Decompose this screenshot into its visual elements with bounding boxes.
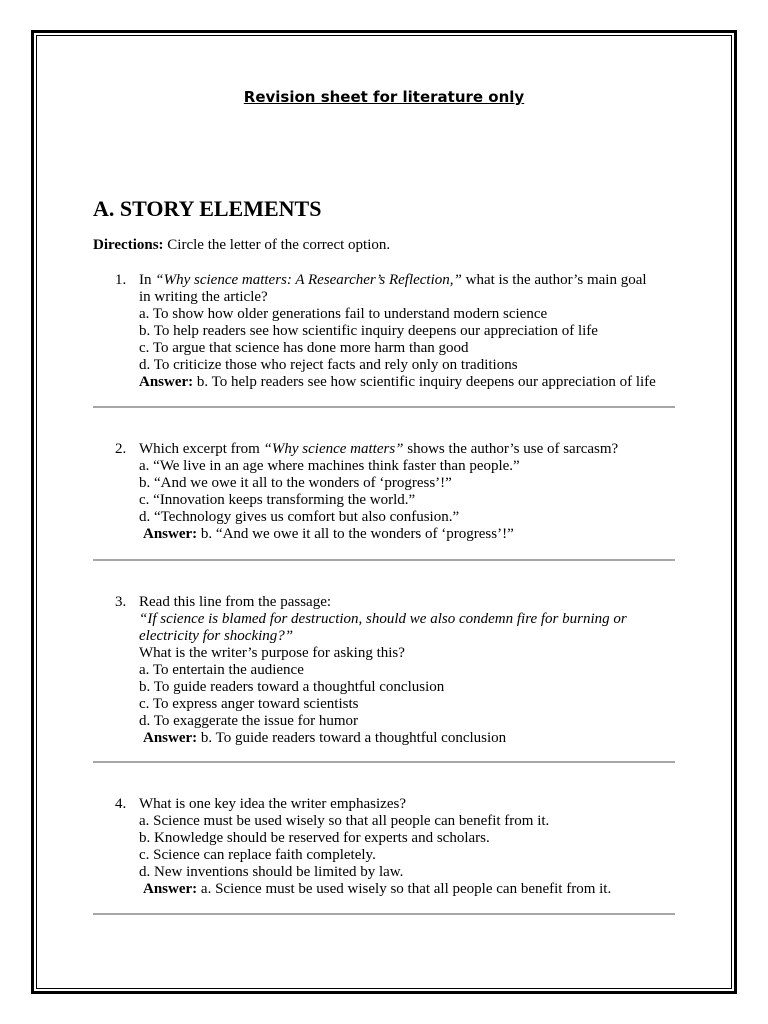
divider [93,406,675,408]
option-b: b. To guide readers toward a thoughtful conclusion [139,679,445,695]
question-2 [115,441,679,543]
answer-label: Answer: [139,374,194,390]
option-b: b. “And we owe it all to the wonders of ‘progress’!” [139,475,452,491]
option-b: b. Knowledge should be reserved for experts and scholars. [139,830,490,846]
question-number: 4. [115,796,127,812]
option-c: c. “Innovation keeps transforming the world.” [139,492,416,508]
option-a: a. To entertain the audience [139,662,304,678]
option-d: d. To criticize those who reject facts and rely only on traditions [139,357,518,373]
answer-label: Answer: [143,881,198,897]
divider [93,913,675,915]
question-prompt-2: What is the writer’s purpose for asking this? [139,645,405,661]
question-prompt-line2: in writing the article? [139,289,268,305]
option-c: c. Science can replace faith completely. [139,847,376,863]
option-c: c. To argue that science has done more harm than good [139,340,469,356]
option-d: d. To exaggerate the issue for humor [139,713,359,729]
question-number: 1. [115,272,127,288]
question-prompt [139,272,679,289]
question-number: 2. [115,441,127,457]
quote-line-2 [139,628,679,645]
page-title: Revision sheet for literature only [243,88,525,106]
quote-text: electricity for shocking?” [139,628,294,644]
quote-text: “If science is blamed for destruction, should we also condemn fire for burning or [139,611,627,627]
answer-text: b. To guide readers toward a thoughtful conclusion [197,730,507,746]
directions-text: Circle the letter of the correct option. [163,237,391,253]
option-d: d. “Technology gives us comfort but also confusion.” [139,509,460,525]
prompt-title: “Why science matters: A Researcher’s Reflection,” [155,272,462,288]
option-a: a. Science must be used wisely so that all people can benefit from it. [139,813,550,829]
answer-text: b. To help readers see how scientific inquiry deepens our appreciation of life [193,374,656,390]
option-a: a. To show how older generations fail to understand modern science [139,306,548,322]
question-4 [115,796,679,898]
option-a: a. “We live in an age where machines think faster than people.” [139,458,520,474]
answer [139,881,679,898]
prompt-text: what is the author’s main goal [461,272,647,288]
answer-label: Answer: [143,526,198,542]
option-b: b. To help readers see how scientific inquiry deepens our appreciation of life [139,323,598,339]
question-prompt: What is one key idea the writer emphasizes? [139,796,406,812]
answer-text: a. Science must be used wisely so that all people can benefit from it. [197,881,612,897]
directions-label: Directions: [93,237,164,253]
question-1 [115,272,679,391]
question-number: 3. [115,594,127,610]
quote-line-1 [139,611,679,628]
prompt-title: “Why science matters” [263,441,404,457]
answer-label: Answer: [143,730,198,746]
question-3 [115,594,679,747]
prompt-text: In [139,272,156,288]
option-c: c. To express anger toward scientists [139,696,359,712]
question-prompt: Read this line from the passage: [139,594,332,610]
answer [139,526,679,543]
answer [139,374,679,391]
question-prompt [139,441,679,458]
option-d: d. New inventions should be limited by law. [139,864,404,880]
answer-text: b. “And we owe it all to the wonders of ‘progress’!” [197,526,514,542]
prompt-text: shows the author’s use of sarcasm? [403,441,619,457]
directions [93,237,390,254]
answer [139,730,679,747]
prompt-text: Which excerpt from [139,441,264,457]
divider [93,761,675,763]
divider [93,559,675,561]
section-heading: A. STORY ELEMENTS [93,196,322,221]
